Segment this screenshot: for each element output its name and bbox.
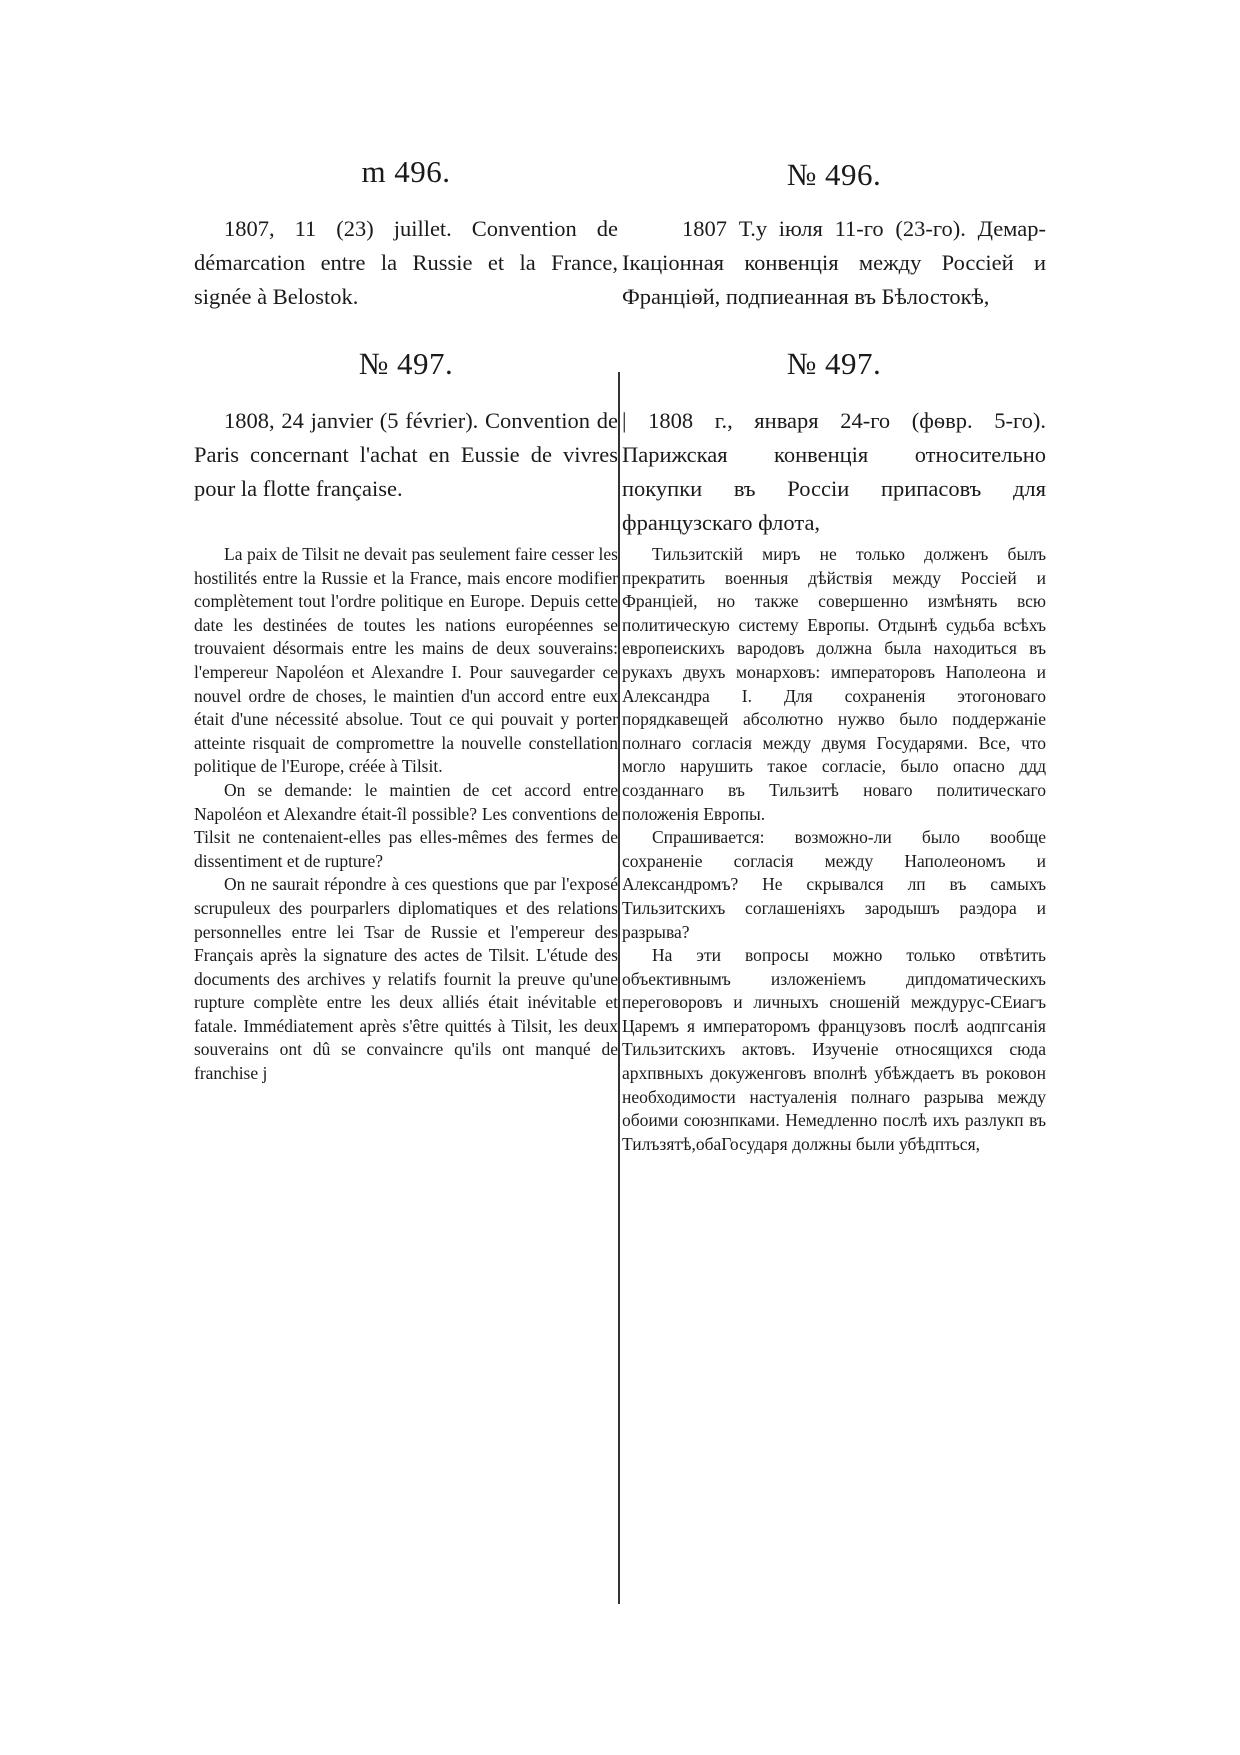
document-497-title-ru: | 1808 г., января 24-го (фѳвр. 5-го). Парижская конвенція относительно покупки въ Россіи припасовъ для французскаго флота, — [622, 408, 1046, 535]
document-496-heading-fr: m 496. — [361, 154, 451, 189]
russian-body-text — [622, 543, 1046, 1156]
russian-paragraph-2: Спрашивается: возможно-ли было вообще сохраненіе согласія между Наполеономъ и Александромъ? Не скрывался лп въ самыхъ Тильзитскихъ соглашеніяхъ зародышъ раэдора и разрыва? — [622, 827, 1046, 942]
french-paragraph-2: On se demande: le maintien de cet accord entre Napoléon et Alexandre était-îl possible? Les conventions de Tilsit ne contenaient-elles pas elles-mêmes des fermes de dissentiment et de rupture? — [194, 779, 618, 871]
document-497-heading-ru: № 497. — [786, 346, 882, 381]
russian-paragraph-3: На эти вопросы можно только отвѣтить объективнымъ изложеніемъ дипдоматическихъ переговоровъ и личныхъ сношеній междурус-СЕиагъ Царемъ я императоромъ французовъ послѣ аодпгсанія Тильзитскихъ актовъ. Изученіе относящихся сюда архпвныхъ докуженговъ вполнѣ убѣждаетъ въ роковон необходимости настуаленія полнаго разрыва между обоими союзнпками. Немедленно послѣ ихъ разлукп въ Тилъзятѣ,обаГосударя должны были убѣдпться, — [622, 945, 1046, 1154]
russian-paragraph-1: Тильзитскій миръ не только долженъ былъ прекратить военныя дѣйствія между Россіей и Франціей, но также совершенно измѣнять всю политическую систему Европы. Отдынѣ судьба всѣхъ европеискихъ вародовъ должна была находиться въ рукахъ двухъ монарховъ: императоровъ Наполеона и Александра І. Для сохраненія этогоноваго порядкавещей абсолютно нужво было поддержаніе полнаго согласія между двумя Государями. Все, что могло нарушить такое согласіе, было опасно ддд созданнаго въ Тильзитѣ новаго политическаго положенія Европы. — [622, 544, 1046, 824]
french-body-text — [194, 543, 618, 1086]
document-496-title-fr: 1807, 11 (23) juillet. Convention de démarcation entre la Russie et la France, signée à Belostok. — [194, 216, 618, 309]
french-paragraph-1: La paix de Tilsit ne devait pas seulement faire cesser les hostilités entre la Russie et la France, mais encore modifier complètement tout l'ordre politique en Europe. Depuis cette date les destinées de toutes les nations européennes se trouvaient désormais entre les mains de deux souverains: l'empereur Napoléon et Alexandre I. Pour sauvegarder ce nouvel ordre de choses, le maintien d'un accord entre eux était d'une nécessité absolue. Tout ce qui pouvait y porter atteinte risquait de compromettre la nouvelle constellation politique de l'Europe, créée à Tilsit. — [194, 544, 618, 777]
document-497-heading-fr: № 497. — [358, 346, 454, 381]
document-497-title-fr: 1808, 24 janvier (5 février). Convention de Paris concernant l'achat en Eussie de vivres pour la flotte française. — [194, 408, 618, 501]
column-divider — [618, 372, 620, 1604]
document-496-heading-ru: № 496. — [786, 157, 882, 192]
document-496-title-ru: 1807 Т.у іюля 11-го (23-го). Демар-Ікаціонная конвенція между Россіей и Франціѳй, подпиеанная въ Бѣлостокѣ, — [622, 216, 1046, 309]
french-paragraph-3: On ne saurait répondre à ces questions que par l'exposé scrupuleux des pourparlers diplomatiques et des relations personnelles entre lei Tsar de Russie et l'empereur des Français après la signature des actes de Tilsit. L'étude des documents des archives y relatifs fournit la preuve qu'une rupture complète entre les deux alliés était inévitable et fatale. Immédiatement après s'être quittés à Tilsit, les deux souverains ont dû se convaincre qu'ils ont manqué de franchise j — [194, 874, 618, 1084]
